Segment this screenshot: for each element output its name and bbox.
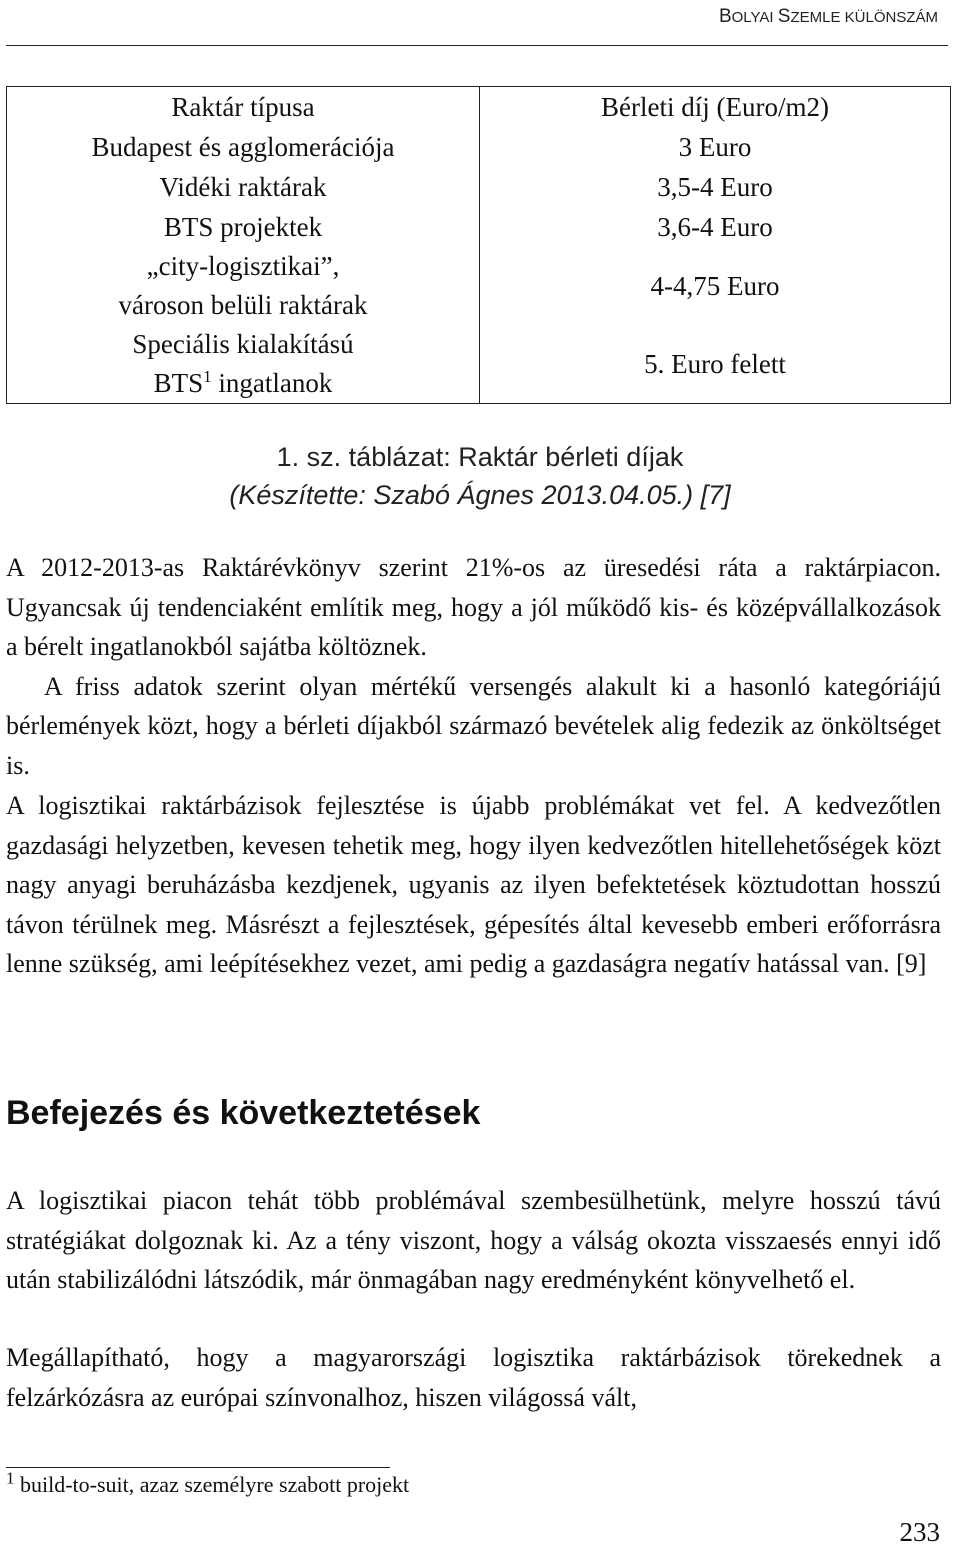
- footnote: [6, 1470, 409, 1500]
- table-cell-line: [7, 364, 479, 403]
- bts-text: BTS: [153, 368, 204, 398]
- table-row: [7, 207, 951, 247]
- footnote-text: build-to-suit, azaz személyre szabott projekt: [14, 1472, 410, 1497]
- table-row: [7, 325, 951, 404]
- table-cell: 5. Euro felett: [480, 325, 951, 404]
- paragraph-text: A friss adatok szerint olyan mértékű versengés alakult ki a hasonló kategóriájú bérlemények közt, hogy a bérleti díjakból származó bevételek alig fedezik az önköltséget is.: [6, 671, 941, 780]
- table-cell: 3,5-4 Euro: [480, 167, 951, 207]
- table-cell: 3 Euro: [480, 127, 951, 167]
- table-cell: Vidéki raktárak: [7, 167, 480, 207]
- running-header-text: ZEMLE KÜLÖNSZÁM: [790, 9, 938, 26]
- section-heading: Befejezés és következtetések: [6, 1094, 481, 1132]
- paragraph-text: A 2012-2013-as Raktárévkönyv szerint 21%-os az üresedési ráta a raktárpiacon. Ugyancsak új tendenciaként említik meg, hogy a jól működő kis- és középvállalkozások a bérelt ingatlanokból sajátba költöznek.: [6, 553, 941, 661]
- table-cell: 4-4,75 Euro: [480, 247, 951, 325]
- table-cell-line: „city-logisztikai”,: [146, 251, 340, 281]
- footnote-ref[interactable]: 1: [203, 367, 212, 386]
- footnote-mark: 1: [6, 1468, 15, 1488]
- running-header-text: OLYAI: [731, 9, 778, 26]
- table-cell: BTS projektek: [7, 207, 480, 247]
- table-cell: Bérleti díj (Euro/m2): [480, 87, 951, 128]
- table-caption: 1. sz. táblázat: Raktár bérleti díjak: [276, 442, 684, 472]
- page-number: 233: [899, 1517, 940, 1547]
- table-cell: Budapest és agglomerációja: [7, 127, 480, 167]
- rent-table: [6, 86, 951, 404]
- running-header-text: B: [718, 6, 732, 27]
- paragraph: A logisztikai raktárbázisok fejlesztése is újabb problémákat vet fel. A kedvezőtlen gazdasági helyzetben, kevesen tehetik meg, hogy ilyen kedvezőtlen hitellehetőségek közt nagy anyagi beruházásba kezdjenek, ugyanis az ilyen befektetések köztudottan hosszú távon térülnek meg. Másrészt a fejlesztések, gépesítés által kevesebb emberi erőforrásra lenne szükség, ami leépítésekhez vezet, ami pedig a gazdaságra negatív hatással van. [9]: [6, 791, 941, 978]
- header-rule: [6, 45, 948, 46]
- paragraph: [6, 548, 941, 785]
- table-cell: [7, 247, 480, 325]
- paragraph: Megállapítható, hogy a magyarországi logisztika raktárbázisok törekednek a felzárkózásra az európai színvonalhoz, hiszen világossá vált,: [6, 1343, 941, 1412]
- running-header-text: S: [777, 6, 791, 27]
- table-cell: Raktár típusa: [7, 87, 480, 128]
- table-row: [7, 167, 951, 207]
- footnote-rule: [6, 1467, 390, 1468]
- bts-tail: ingatlanok: [211, 368, 333, 398]
- table-caption-source: (Készítette: Szabó Ágnes 2013.04.05.) [7]: [229, 480, 731, 510]
- running-header: [719, 6, 938, 28]
- table-cell: [7, 325, 480, 404]
- table-row: [7, 127, 951, 167]
- table-row: [7, 247, 951, 325]
- table-row: [7, 87, 951, 128]
- table-cell: 3,6-4 Euro: [480, 207, 951, 247]
- table-cell-line: városon belüli raktárak: [118, 290, 368, 320]
- paragraph: A logisztikai piacon tehát több problémával szembesülhetünk, melyre hosszú távú stratégiákat dolgoznak ki. Az a tény viszont, hogy a válság okozta visszaesés ennyi idő után stabilizálódni látszódik, már önmagában nagy eredményként könyvelhető el.: [6, 1186, 941, 1294]
- table-cell-line: Speciális kialakítású: [132, 329, 354, 359]
